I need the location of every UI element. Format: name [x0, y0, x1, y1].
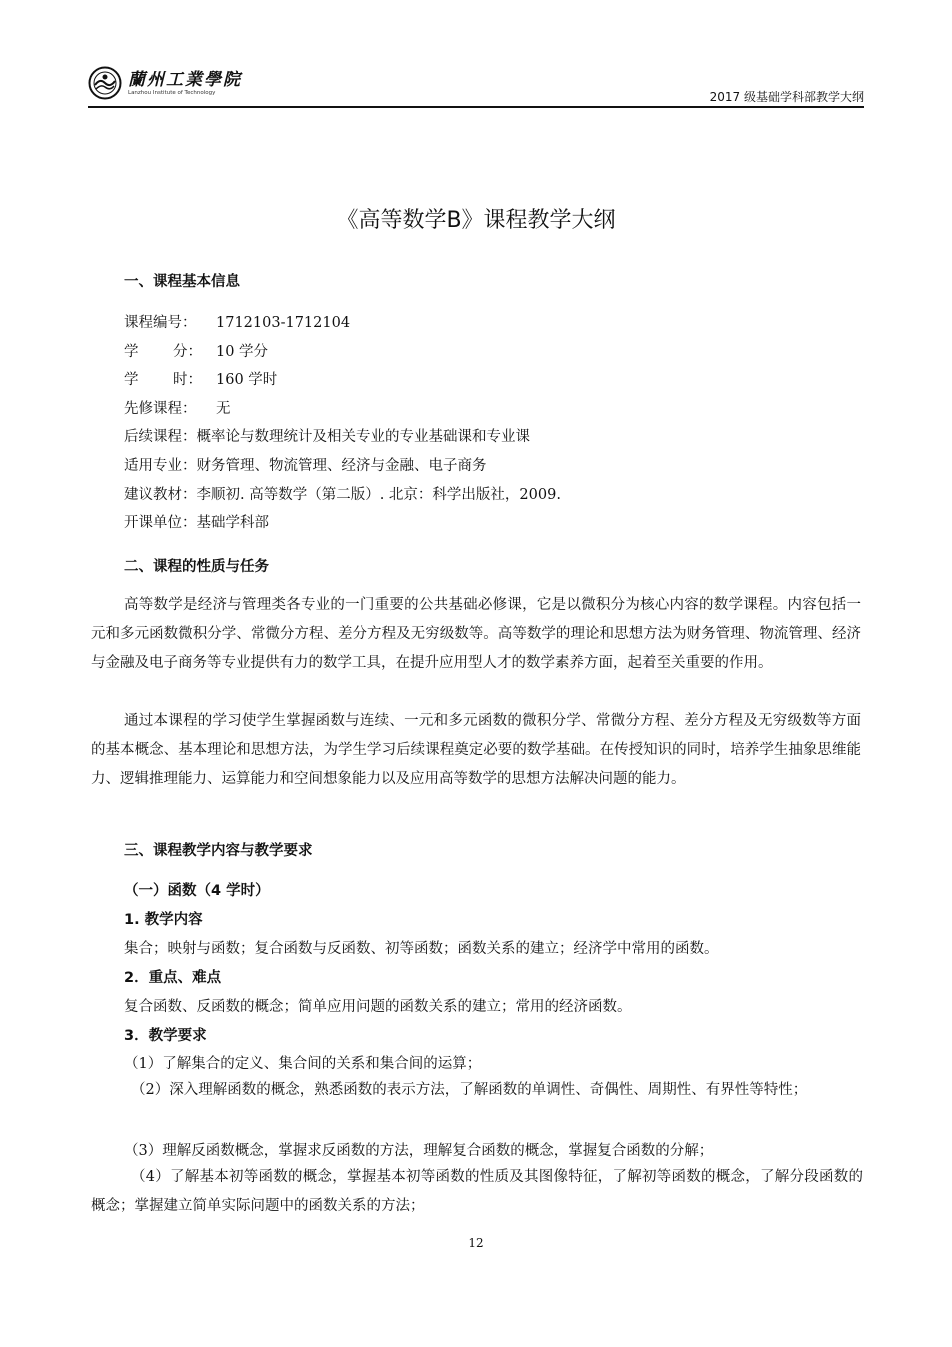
info-row [124, 309, 561, 338]
info-value: 1712103-1712104 [216, 315, 351, 331]
course-info-list [124, 309, 561, 538]
info-key: 后续课程： [124, 429, 197, 446]
info-value: 概率论与数理统计及相关专业的专业基础课和专业课 [196, 429, 530, 446]
unit-heading: （一）函数（4 学时） [124, 883, 270, 899]
info-key [124, 338, 202, 367]
info-row [124, 338, 561, 367]
requirement-item: （1）了解集合的定义、集合间的关系和集合间的运算； [124, 1056, 482, 1072]
header-rule [88, 106, 864, 108]
info-key-part: 分： [173, 343, 202, 360]
subheading-content: 1. 教学内容 [124, 912, 203, 928]
requirement-item: （4）了解基本初等函数的概念，掌握基本初等函数的性质及其图像特征，了解初等函数的概念，了解分段函数的概念；掌握建立简单实际问题中的函数关系的方法； [91, 1169, 863, 1214]
section-1-heading: 一、课程基本信息 [124, 274, 240, 290]
paragraph: 通过本课程的学习使学生掌握函数与连续、一元和多元函数的微积分学、常微分方程、差分方程及无穷级数等方面的基本概念、基本理论和思想方法，为学生学习后续课程奠定必要的数学基础。在传授知识的同时，培养学生抽象思维能力、逻辑推理能力、运算能力和空间想象能力以及应用高等数学的思想方法解决问题的能力。 [91, 713, 861, 788]
info-key: 课程编号： [124, 315, 197, 331]
page-header [88, 62, 864, 108]
info-key-part: 学 [124, 372, 139, 389]
info-key: 建议教材： [124, 486, 197, 503]
info-row [124, 509, 561, 538]
page-number: 12 [468, 1236, 484, 1250]
info-row [124, 395, 561, 424]
info-key: 开课单位： [124, 515, 197, 532]
subheading-requirements: 3．教学要求 [124, 1028, 207, 1044]
info-row [124, 481, 561, 510]
info-key: 先修课程： [124, 400, 197, 417]
requirement-item: （3）理解反函数概念，掌握求反函数的方法，理解复合函数的概念，掌握复合函数的分解； [124, 1143, 714, 1159]
requirement-item: （2）深入理解函数的概念，熟悉函数的表示方法，了解函数的单调性、奇偶性、周期性、有界性等特性； [131, 1082, 808, 1098]
info-value: 无 [216, 400, 231, 417]
content-text: 集合；映射与函数；复合函数与反函数、初等函数；函数关系的建立；经济学中常用的函数。 [124, 941, 719, 957]
info-key-part: 学 [124, 343, 139, 360]
info-value: 财务管理、物流管理、经济与金融、电子商务 [196, 457, 487, 474]
info-key [124, 366, 202, 395]
subheading-keypoints: 2．重点、难点 [124, 970, 222, 986]
document-title: 《高等数学B》课程教学大纲 [336, 208, 616, 233]
seal-icon [88, 66, 122, 100]
info-value: 基础学科部 [196, 515, 269, 532]
section-3-heading: 三、课程教学内容与教学要求 [124, 843, 313, 859]
keypoints-text: 复合函数、反函数的概念；简单应用问题的函数关系的建立；常用的经济函数。 [124, 999, 632, 1015]
paragraph: 高等数学是经济与管理类各专业的一门重要的公共基础必修课，它是以微积分为核心内容的数学课程。内容包括一元和多元函数微积分学、常微分方程、差分方程及无穷级数等。高等数学的理论和思想方法为财务管理、物流管理、经济与金融及电子商务等专业提供有力的数学工具，在提升应用型人才的数学素养方面，起着至关重要的作用。 [91, 597, 861, 672]
info-key: 适用专业： [124, 457, 197, 474]
info-value: 李顺初. 高等数学（第二版）. 北京：科学出版社，2009. [196, 486, 561, 503]
logo-chinese-text: 蘭州工業學院 [128, 69, 242, 90]
institute-logo [88, 66, 242, 100]
logo-english-text: Lanzhou Institute of Technology [128, 89, 216, 96]
section-2-heading: 二、课程的性质与任务 [124, 559, 269, 575]
info-value: 10 学分 [216, 343, 269, 360]
info-row [124, 423, 561, 452]
header-caption: 2017 级基础学科部教学大纲 [709, 90, 864, 104]
info-row [124, 452, 561, 481]
info-key-part: 时： [173, 372, 202, 389]
info-row [124, 366, 561, 395]
info-value: 160 学时 [216, 372, 278, 389]
